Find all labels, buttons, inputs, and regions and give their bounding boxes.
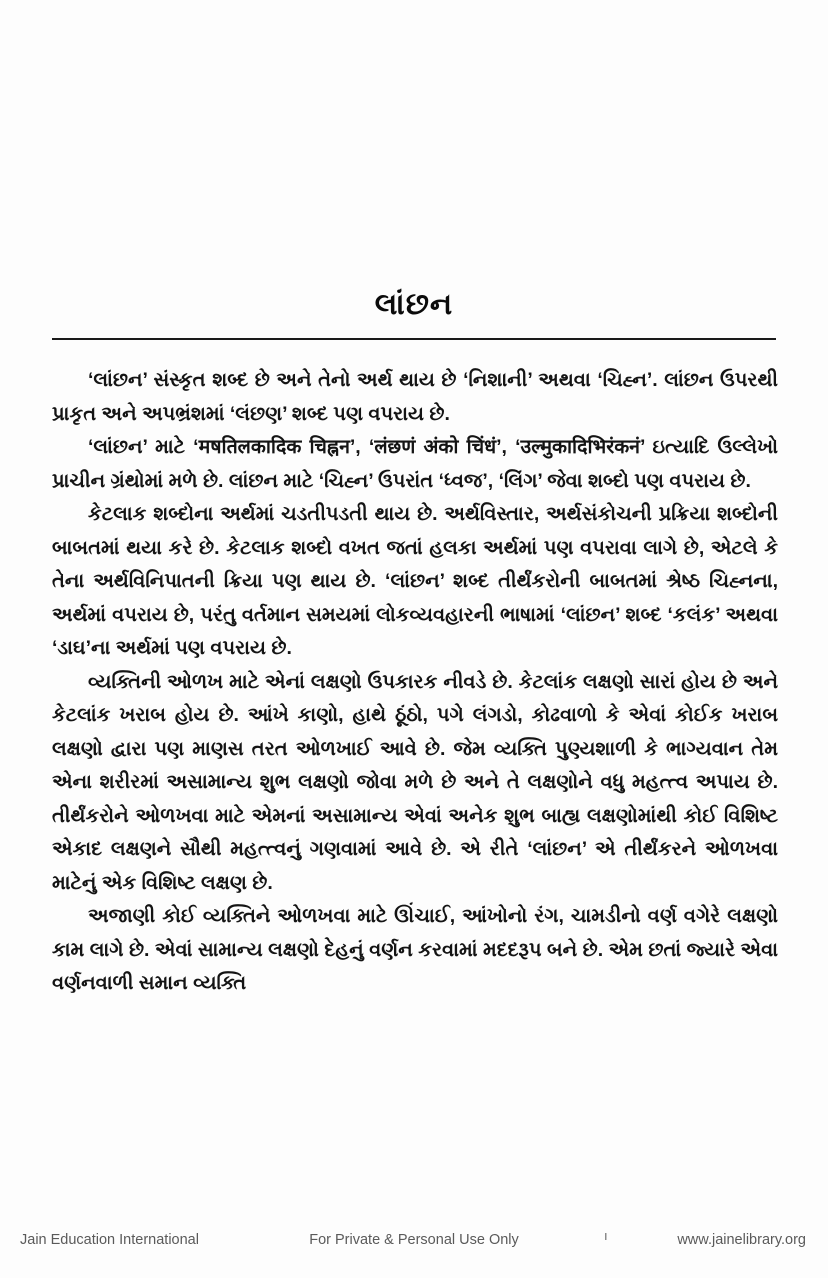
footer-usage-notice: For Private & Personal Use Only bbox=[309, 1232, 519, 1248]
footer-website[interactable]: www.jainelibrary.org bbox=[677, 1232, 806, 1248]
footer-organization: Jain Education International bbox=[20, 1232, 199, 1248]
paragraph: વ્યક્તિની ઓળખ માટે એનાં લક્ષણો ઉપકારક નીવડે છે. કેટલાંક લક્ષણો સારાં હોય છે અને કેટલાંક ખરાબ હોય છે. આંખે કાણો, હાથે ઠૂંઠો, પગે લંગડો, કોઢવાળો કે એવાં કોઈક ખરાબ લક્ષણો દ્વારા પણ માણસ તરત ઓળખાઈ આવે છે. જેમ વ્યક્તિ પુણ્યશાળી કે ભાગ્યવાન તેમ એના શરીરમાં અસામાન્ય શુભ લક્ષણો જોવા મળે છે અને તે લક્ષણોને વધુ મહત્ત્વ અપાય છે. તીર્થંકરોને ઓળખવા માટે એમનાં અસામાન્ય એવાં અનેક શુભ બાહ્ય લક્ષણોમાંથી કોઈ વિશિષ્ટ એકાદ લક્ષણને સૌથી મહત્ત્વનું ગણવામાં આવે છે. એ રીતે ‘લાંછન’ એ તીર્થંકરને ઓળખવા માટેનું એક વિશિષ્ટ લક્ષણ છે. bbox=[52, 670, 778, 894]
paragraph: ‘લાંછન’ માટે ‘मषतिलकादिक चिह्नन’, ‘लंछणं अंको चिंधं’, ‘उल्मुकादिभिरंकनं’ ઇત્યાદિ ઉલ્લેખો પ્રાચીન ગ્રંથોમાં મળે છે. લાંછન માટે ‘ચિહ્ન’ ઉપરાંત ‘ધ્વજ’, ‘લિંગ’ જેવા શબ્દો પણ વપરાય છે. bbox=[52, 436, 778, 492]
title-divider bbox=[52, 338, 776, 340]
page-title: લાંછન bbox=[374, 288, 454, 321]
paragraph: ‘લાંછન’ સંસ્કૃત શબ્દ છે અને તેનો અર્થ થાય છે ‘નિશાની’ અથવા ‘ચિહ્ન’. લાંછન ઉપરથી પ્રાકૃત અને અપભ્રંશમાં ‘લંછણ’ શબ્દ પણ વપરાય છે. bbox=[52, 369, 778, 425]
paragraph: અજાણી કોઈ વ્યક્તિને ઓળખવા માટે ઊંચાઈ, આંખોનો રંગ, ચામડીનો વર્ણ વગેરે લક્ષણો કામ લાગે છે. એવાં સામાન્ય લક્ષણો દેહનું વર્ણન કરવામાં મદદરૂપ બને છે. એમ છતાં જ્યારે એવા વર્ણનવાળી સમાન વ્યક્તિ bbox=[52, 905, 778, 994]
page-footer bbox=[0, 1232, 828, 1262]
page-marker: ı bbox=[604, 1228, 608, 1243]
paragraph: કેટલાક શબ્દોના અર્થમાં ચડતીપડતી થાય છે. અર્થવિસ્તાર, અર્થસંકોચની પ્રક્રિયા શબ્દોની બાબતમાં થયા કરે છે. કેટલાક શબ્દો વખત જતાં હલકા અર્થમાં પણ વપરાવા લાગે છે, એટલે કે તેના અર્થવિનિપાતની ક્રિયા પણ થાય છે. ‘લાંછન’ શબ્દ તીર્થંકરોની બાબતમાં શ્રેષ્ઠ ચિહ્નના, અર્થમાં વપરાય છે, પરંતુ વર્તમાન સમયમાં લોકવ્યવહારની ભાષામાં ‘લાંછન’ શબ્દ ‘કલંક’ અથવા ‘ડાઘ’ના અર્થમાં પણ વપરાય છે. bbox=[52, 503, 778, 659]
body-text bbox=[52, 364, 778, 1001]
